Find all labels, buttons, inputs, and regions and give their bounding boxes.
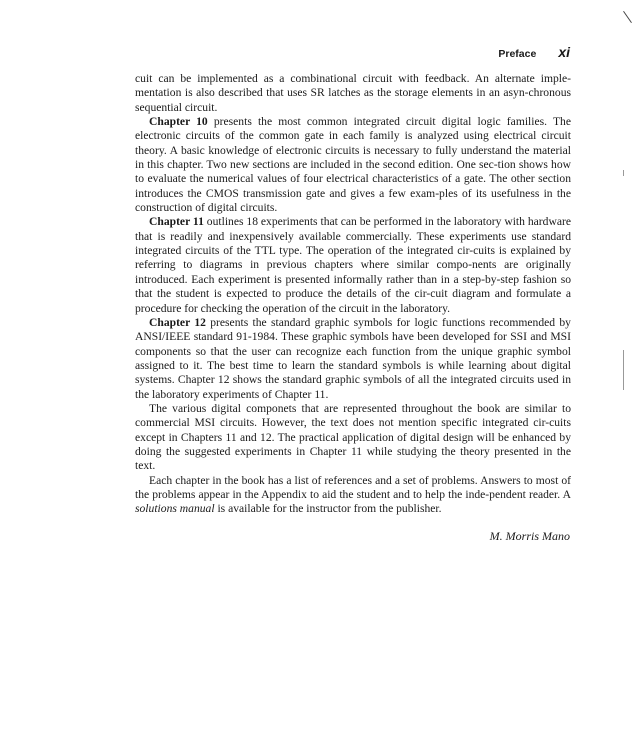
paragraph-chapter-11: [135, 215, 571, 315]
running-header: [498, 44, 570, 60]
paragraph-text: Each chapter in the book has a list of references and a set of problems. Answers to most of the problems appear in the Appendix to aid the student and to help the inde-pendent reader. A: [135, 473, 571, 501]
paragraph-references: [135, 474, 571, 517]
paragraph-continuation: [135, 72, 571, 115]
scan-artifact: [623, 350, 624, 390]
paragraph-text: outlines 18 experiments that can be performed in the laboratory with hardware that is readily and inexpensively available commercially. These experiments use standard integrated circuits of the TTL type. The operation of the integrated cir-cuits is explained by referring to diagrams in previous chapters where similar compo-nents are originally introduced. Each experiment is presented informally rather than in a step-by-step fashion so that the student is expected to produce the details of the cir-cuit diagram and formulate a procedure for checking the operation of the circuit in the laboratory.: [135, 215, 571, 315]
paragraph-text: The various digital componets that are represented throughout the book are similar to commercial MSI circuits. However, the text does not mention specific integrated cir-cuits except in Chapters 11 and 12. The practical application of digital design will be enhanced by doing the suggested experiments in Chapter 11 while studying the theory presented in the text.: [135, 401, 571, 473]
paragraph-chapter-10: [135, 115, 571, 215]
paragraph-components: [135, 402, 571, 474]
solutions-manual-title: solutions manual: [135, 502, 215, 516]
scan-artifact: [623, 170, 624, 176]
paragraph-text: is available for the instructor from the publisher.: [214, 502, 442, 516]
chapter-lead: Chapter 11: [149, 215, 204, 229]
body-text: [135, 72, 571, 517]
paragraph-chapter-12: [135, 316, 571, 402]
page-number: xi: [558, 44, 570, 60]
header-section-title: Preface: [498, 48, 537, 60]
paragraph-text: presents the most common integrated circuit digital logic families. The electronic circuits of the common gate in each family is analyzed using electrical circuit theory. A basic knowledge of electronic circuits is necessary to fully understand the material in this chapter. Two new sections are included in the second edition. One sec-tion shows how to evaluate the numerical values of four electrical characteristics of a gate. The other section introduces the CMOS transmission gate and gives a few exam-ples of its usefulness in the construction of digital circuits.: [135, 115, 571, 215]
chapter-lead: Chapter 12: [149, 315, 206, 329]
chapter-lead: Chapter 10: [149, 115, 208, 129]
paragraph-text: cuit can be implemented as a combinational circuit with feedback. An alternate imple-mentation is also described that uses SR latches as the storage elements in an asyn-chronous sequential circuit.: [135, 72, 571, 114]
paragraph-text: presents the standard graphic symbols for logic functions recommended by ANSI/IEEE standard 91-1984. These graphic symbols have been developed for SSI and MSI components so that the user can recognize each function from the unique graphic symbol assigned to it. The best time to learn the standard symbols is while learning about digital systems. Chapter 12 shows the standard graphic symbols of all the integrated circuits used in the laboratory experiments of Chapter 11.: [135, 315, 571, 401]
author-signature: M. Morris Mano: [489, 529, 570, 543]
scan-artifact: [623, 11, 632, 23]
